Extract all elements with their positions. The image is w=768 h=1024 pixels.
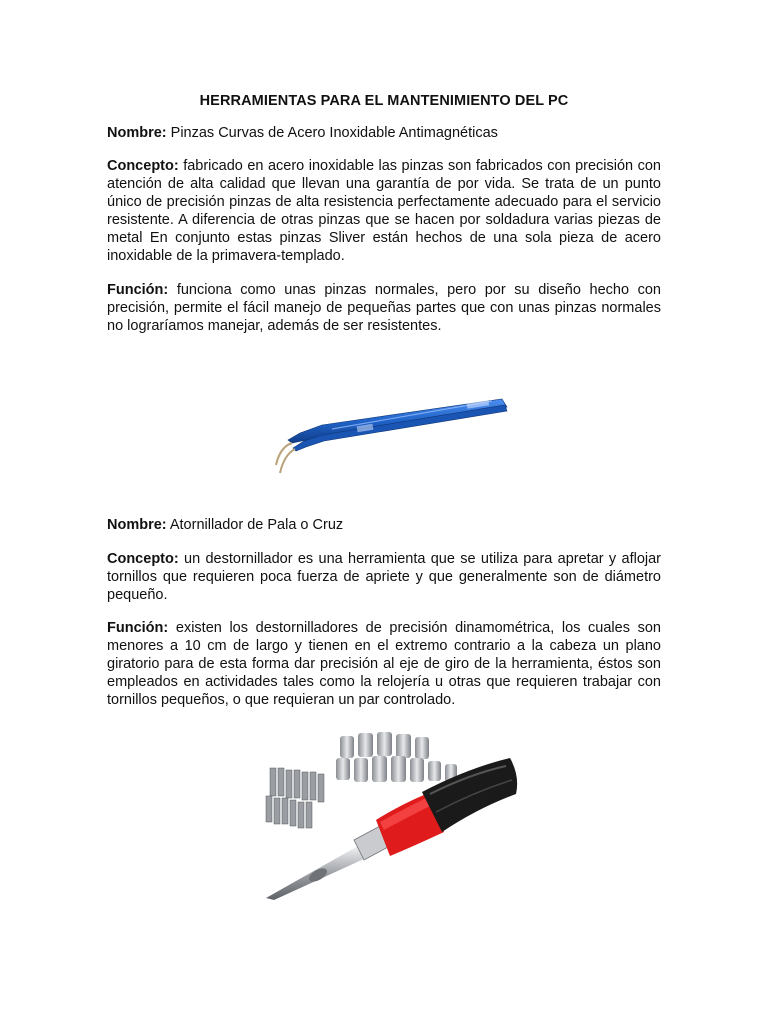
tweezers-icon — [262, 385, 512, 490]
page-title: HERRAMIENTAS PARA EL MANTENIMIENTO DEL PC — [199, 93, 569, 109]
tool-2-concept-text: un destornillador es una herramienta que se utiliza para apretar y aflojar tornillos que requieren poca fuerza de apriete y que generalmente son de diámetro pequeño. — [107, 551, 662, 603]
tool-2-concept — [107, 550, 661, 604]
screwdriver-set-image — [258, 728, 520, 900]
tool-2-name-value: Atornillador de Pala o Cruz — [169, 517, 344, 533]
tool-1-concept-label: Concepto: — [107, 158, 179, 174]
tool-2-function — [107, 619, 661, 709]
tool-1-concept — [107, 157, 661, 265]
tool-2-name-label: Nombre: — [107, 517, 167, 533]
tool-1-name — [107, 124, 661, 142]
tool-2-concept-label: Concepto: — [107, 551, 179, 567]
tweezers-image — [262, 385, 512, 490]
tool-1-function — [107, 281, 661, 335]
tool-1-concept-text: fabricado en acero inoxidable las pinzas son fabricados con precisión con atención de alta calidad que llevan una garantía de por vida. Se trata de un punto único de precisión pinzas de alta resistencia perfectamente adecuado para el servicio resistente. A diferencia de otras pinzas que se hacen por soldadura varias piezas de metal En conjunto estas pinzas Sliver están hechos de una sola pieza de acero inoxidable de la primavera-templado. — [107, 158, 661, 264]
tool-2-function-label: Función: — [107, 620, 169, 636]
tool-1-function-label: Función: — [107, 282, 169, 298]
tool-2-function-text: existen los destornilladores de precisión dinamométrica, los cuales son menores a 10 cm de largo y tienen en el extremo contrario a la cabeza un plano giratorio para de esta forma dar precisión al eje de giro de la herramienta, éstos son empleados en actividades tales como la relojería u otras que requieren trabajar con tornillos pequeños, o que requieran un par controlado. — [107, 620, 661, 708]
tool-1-function-text: funciona como unas pinzas normales, pero por su diseño hecho con precisión, permite el fácil manejo de pequeñas partes que con unas pinzas normales no lograríamos manejar, además de ser resistentes. — [107, 282, 662, 334]
tool-2-name — [107, 516, 661, 534]
screwdriver-icon — [258, 728, 520, 900]
tool-1-name-value: Pinzas Curvas de Acero Inoxidable Antimagnéticas — [170, 125, 498, 141]
tool-1-name-label: Nombre: — [107, 125, 167, 141]
